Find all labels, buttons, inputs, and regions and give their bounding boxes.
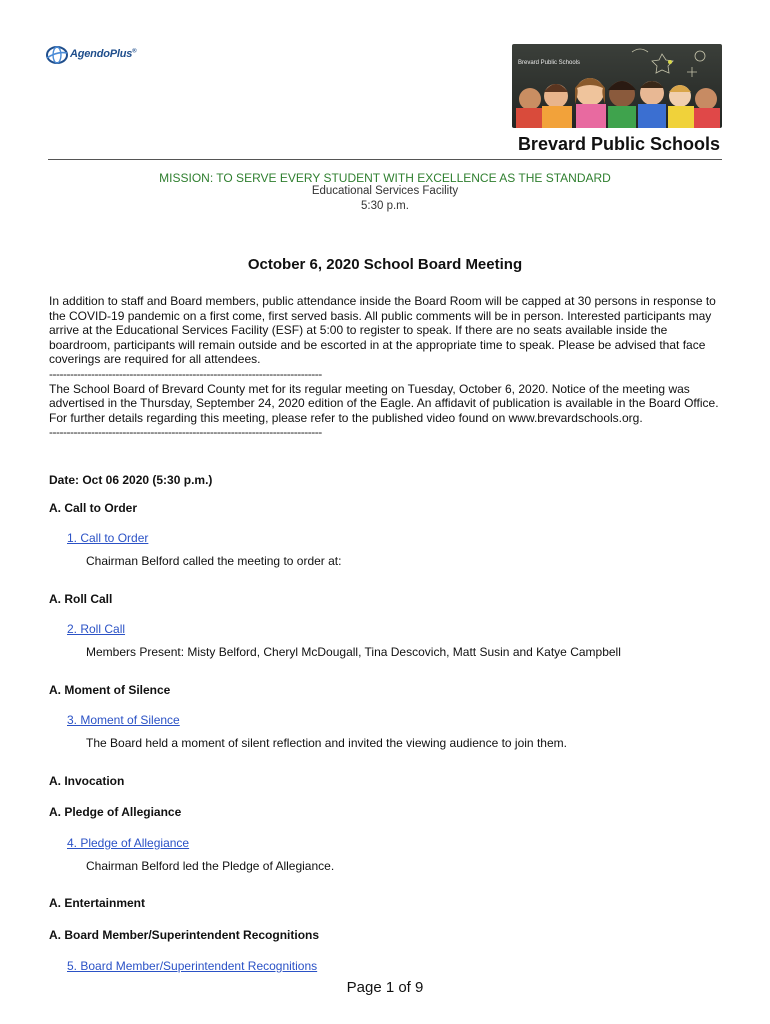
meeting-location: Educational Services Facility: [311, 185, 459, 197]
moment-of-silence-minutes: The Board held a moment of silent reflection and invited the viewing audience to join them.: [86, 736, 567, 750]
meeting-time: 5:30 p.m.: [361, 200, 409, 212]
meeting-title: October 6, 2020 School Board Meeting: [247, 256, 523, 273]
page-number: Page 1 of 9: [346, 979, 424, 996]
mission-statement: MISSION: TO SERVE EVERY STUDENT WITH EXCELLENCE AS THE STANDARD: [159, 171, 611, 185]
attendance-notice: In addition to staff and Board members, public attendance inside the Board Room will be capped at 30 persons in response to the COVID-19 pandemic on a first come, first served basis. All public comments will be in person. Interested participants may arrive at the Educational Services Facility (ESF) at 5:00 to register to speak. If there are no seats available inside the boardroom, participants will remain outside and be escorted in at the appropriate time to speak. Please be advised that face coverings are required for all attendees.: [49, 294, 716, 367]
section-heading-call-to-order: A. Call to Order: [49, 501, 138, 515]
meeting-notice: The School Board of Brevard County met for its regular meeting on Tuesday, October 6, 2020. Notice of the meeting was advertised in the Thursday, September 24, 2020 edition of the Eagle. An affidavit of publication is available in the Board Office. For further details regarding this meeting, please refer to the published video found on www.brevardschools.org.: [49, 381, 719, 425]
agenda-link-recognitions[interactable]: 5. Board Member/Superintendent Recognitions: [67, 959, 318, 973]
separator-line: ------------------------------------------------------------------------------: [49, 366, 322, 381]
section-heading-roll-call: A. Roll Call: [49, 592, 113, 606]
header-divider: [48, 159, 722, 160]
intro-section: [49, 294, 729, 440]
pledge-minutes: Chairman Belford led the Pledge of Allegiance.: [86, 859, 335, 873]
section-heading-invocation: A. Invocation: [49, 774, 125, 788]
section-heading-entertainment: A. Entertainment: [49, 896, 146, 910]
agenda-link-pledge[interactable]: 4. Pledge of Allegiance: [67, 836, 190, 850]
agenda-globe-icon: [46, 45, 68, 65]
separator-line: ------------------------------------------------------------------------------: [49, 425, 322, 440]
logo-wordmark: AgendoPlus®: [70, 48, 137, 60]
section-heading-pledge: A. Pledge of Allegiance: [49, 805, 182, 819]
agenda-link-moment-of-silence[interactable]: 3. Moment of Silence: [67, 713, 180, 727]
roll-call-minutes: Members Present: Misty Belford, Cheryl McDougall, Tina Descovich, Matt Susin and Katye Campbell: [86, 645, 621, 659]
district-name: Brevard Public Schools: [517, 134, 720, 154]
call-to-order-minutes: Chairman Belford called the meeting to order at:: [86, 554, 342, 568]
agendoplus-logo: [46, 44, 146, 66]
agenda-link-call-to-order[interactable]: 1. Call to Order: [67, 531, 149, 545]
agenda-link-roll-call[interactable]: 2. Roll Call: [67, 622, 126, 636]
schoolchildren-photo: [512, 44, 722, 128]
svg-text:Brevard Public Schools: Brevard Public Schools: [518, 60, 581, 66]
section-heading-moment-of-silence: A. Moment of Silence: [49, 683, 171, 697]
section-heading-recognitions: A. Board Member/Superintendent Recognitions: [49, 928, 320, 942]
meeting-date: Date: Oct 06 2020 (5:30 p.m.): [49, 473, 213, 487]
